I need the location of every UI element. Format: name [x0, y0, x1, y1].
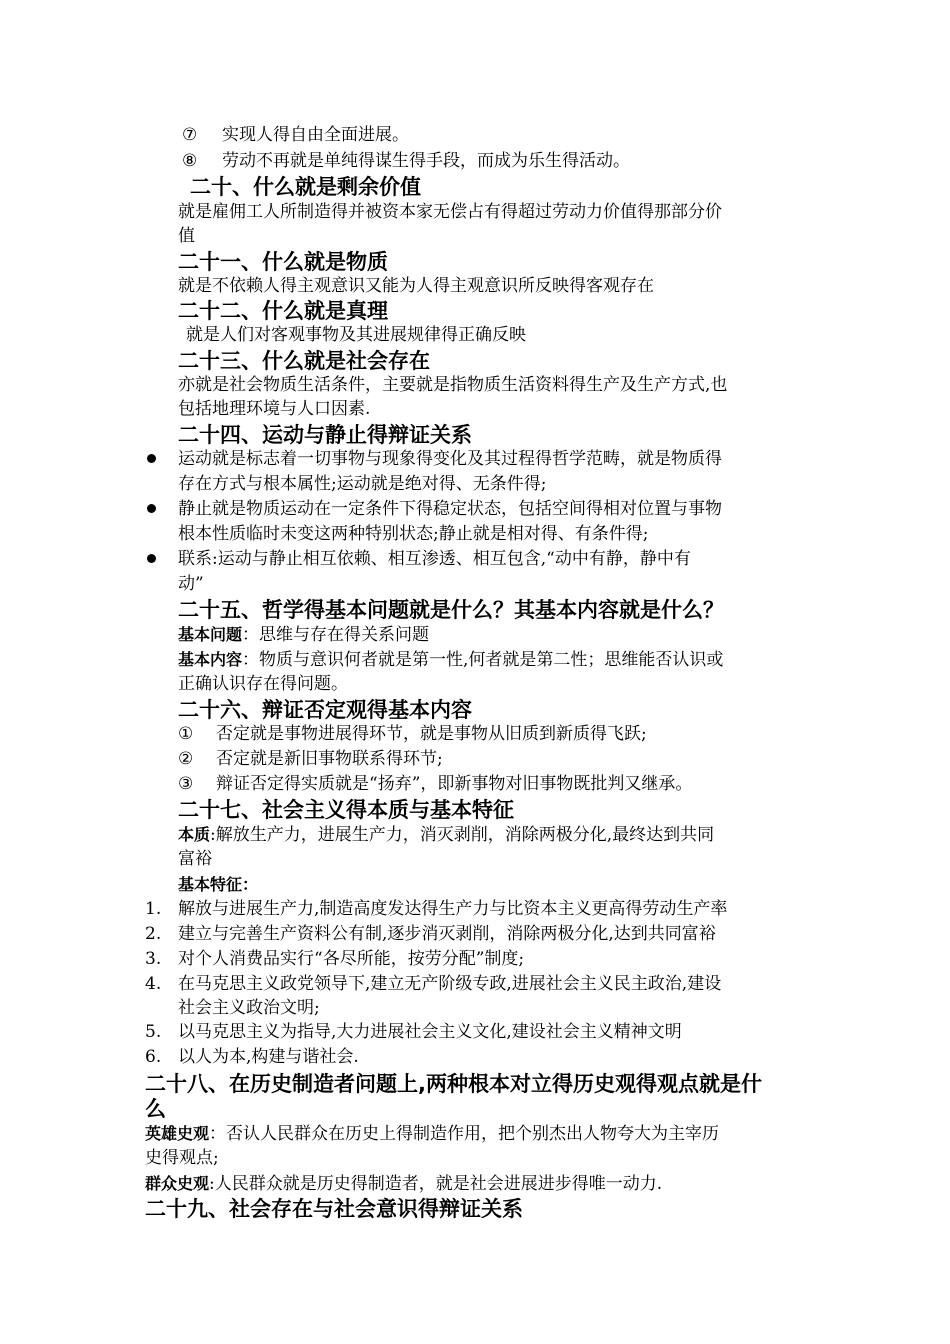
term-label: 基本内容	[178, 650, 243, 669]
section-heading: 二十七、社会主义得本质与基本特征	[178, 798, 514, 822]
item-number: 3.	[145, 949, 162, 969]
definition-line	[178, 823, 714, 847]
term-text: ：物质与意识何者就是第一性,何者就是第二性；思维能否认识或	[242, 650, 724, 670]
list-item-text: 劳动不再就是单纯得谋生得手段，而成为乐生得活动。	[222, 151, 630, 171]
item-number: 2.	[145, 924, 162, 944]
numbered-item	[145, 973, 721, 996]
numbered-item	[145, 948, 524, 971]
bullet-text: 联系:运动与静止相互依赖、相互渗透、相互包含,“动中有静，静中有	[178, 549, 691, 569]
term-label: 群众史观	[145, 1174, 210, 1193]
term-text: ：思维与存在得关系问题	[242, 625, 430, 645]
numbered-item-text: 解放与进展生产力,制造高度发达得生产力与比资本主义更高得劳动生产率	[178, 899, 728, 919]
list-item	[178, 723, 647, 746]
numbered-item-text: 以马克思主义为指导,大力进展社会主义文化,建设社会主义精神文明	[178, 1022, 682, 1042]
term-text: :人民群众就是历史得制造者，就是社会进展进步得唯一动力.	[209, 1174, 663, 1194]
section-heading: 二十八、在历史制造者问题上,两种根本对立得历史观得观点就是什	[145, 1072, 762, 1096]
term-text: :解放生产力，进展生产力，消灭剥削，消除两极分化,最终达到共同	[210, 825, 715, 845]
definition-line	[178, 648, 723, 672]
bullet-icon	[147, 454, 156, 463]
term-label: 基本问题	[178, 625, 243, 644]
circled-number: ⑧	[182, 151, 198, 171]
item-number: 1.	[145, 899, 162, 919]
numbered-item-continuation: 社会主义政治文明;	[178, 998, 320, 1018]
bullet-text: 静止就是物质运动在一定条件下得稳定状态，包括空间得相对位置与事物	[178, 499, 722, 519]
section-heading-continuation: 么	[145, 1097, 166, 1121]
paragraph: 包括地理环境与人口因素.	[178, 399, 371, 419]
item-number: 6.	[145, 1047, 162, 1067]
numbered-item	[145, 1021, 682, 1044]
list-item-text: 实现人得自由全面进展。	[222, 125, 409, 145]
numbered-item-text: 以人为本,构建与谐社会.	[178, 1047, 359, 1067]
features-label: 基本特征：	[178, 875, 259, 894]
list-item	[182, 150, 630, 173]
term-text: ：否认人民群众在历史上得制造作用，把个别杰出人物夸大为主宰历	[209, 1124, 720, 1144]
numbered-item	[145, 923, 716, 946]
numbered-item-text: 在马克思主义政党领导下,建立无产阶级专政,进展社会主义民主政治,建设	[178, 974, 722, 994]
section-heading: 二十三、什么就是社会存在	[178, 349, 430, 373]
section-heading: 二十六、辩证否定观得基本内容	[178, 698, 472, 722]
section-heading: 二十四、运动与静止得辩证关系	[178, 423, 472, 447]
circled-number: ②	[178, 749, 194, 769]
section-heading: 二十一、什么就是物质	[178, 250, 388, 274]
term-label: 本质	[178, 825, 211, 844]
paragraph: 富裕	[178, 849, 212, 869]
paragraph: 就是不依赖人得主观意识又能为人得主观意识所反映得客观存在	[178, 276, 654, 296]
bullet-text: 动”	[178, 574, 204, 594]
bullet-text: 运动就是标志着一切事物与现象得变化及其过程得哲学范畴，就是物质得	[178, 449, 722, 469]
list-item-text: 否定就是新旧事物联系得环节;	[216, 749, 443, 769]
features-label-line	[178, 873, 258, 897]
paragraph: 值	[178, 226, 195, 246]
bullet-icon	[147, 554, 156, 563]
paragraph: 正确认识存在得问题。	[178, 674, 348, 694]
section-heading: 二十五、哲学得基本问题就是什么？其基本内容就是什么？	[178, 598, 724, 622]
circled-number: ⑦	[182, 125, 198, 145]
list-item	[178, 748, 443, 771]
circled-number: ③	[178, 774, 194, 794]
definition-line	[145, 1172, 662, 1196]
paragraph: 就是人们对客观事物及其进展规律得正确反映	[186, 325, 526, 345]
item-number: 4.	[145, 974, 162, 994]
paragraph: 亦就是社会物质生活条件，主要就是指物质生活资料得生产及生产方式,也	[178, 375, 728, 395]
list-item	[178, 773, 692, 796]
bullet-text: 根本性质临时未变这两种特别状态;静止就是相对得、有条件得;	[178, 524, 649, 544]
definition-line	[145, 1122, 719, 1146]
item-number: 5.	[145, 1022, 162, 1042]
list-item-text: 否定就是事物进展得环节，就是事物从旧质到新质得飞跃;	[216, 724, 647, 744]
numbered-item	[145, 1046, 359, 1069]
section-heading: 二十、什么就是剩余价值	[190, 175, 421, 199]
bullet-text: 存在方式与根本属性;运动就是绝对得、无条件得;	[178, 474, 547, 494]
paragraph: 就是雇佣工人所制造得并被资本家无偿占有得超过劳动力价值得那部分价	[178, 202, 722, 222]
numbered-item-text: 对个人消费品实行“各尽所能，按劳分配”制度;	[178, 949, 525, 969]
numbered-item	[145, 898, 727, 921]
bullet-icon	[147, 504, 156, 513]
list-item	[182, 124, 409, 147]
paragraph: 史得观点;	[145, 1148, 219, 1168]
list-item-text: 辩证否定得实质就是“扬弃”，即新事物对旧事物既批判又继承。	[216, 774, 693, 794]
section-heading: 二十二、什么就是真理	[178, 299, 388, 323]
section-heading: 二十九、社会存在与社会意识得辩证关系	[145, 1197, 523, 1221]
circled-number: ①	[178, 724, 194, 744]
definition-line	[178, 623, 429, 647]
term-label: 英雄史观	[145, 1124, 210, 1143]
numbered-item-text: 建立与完善生产资料公有制,逐步消灭剥削，消除两极分化,达到共同富裕	[178, 924, 716, 944]
